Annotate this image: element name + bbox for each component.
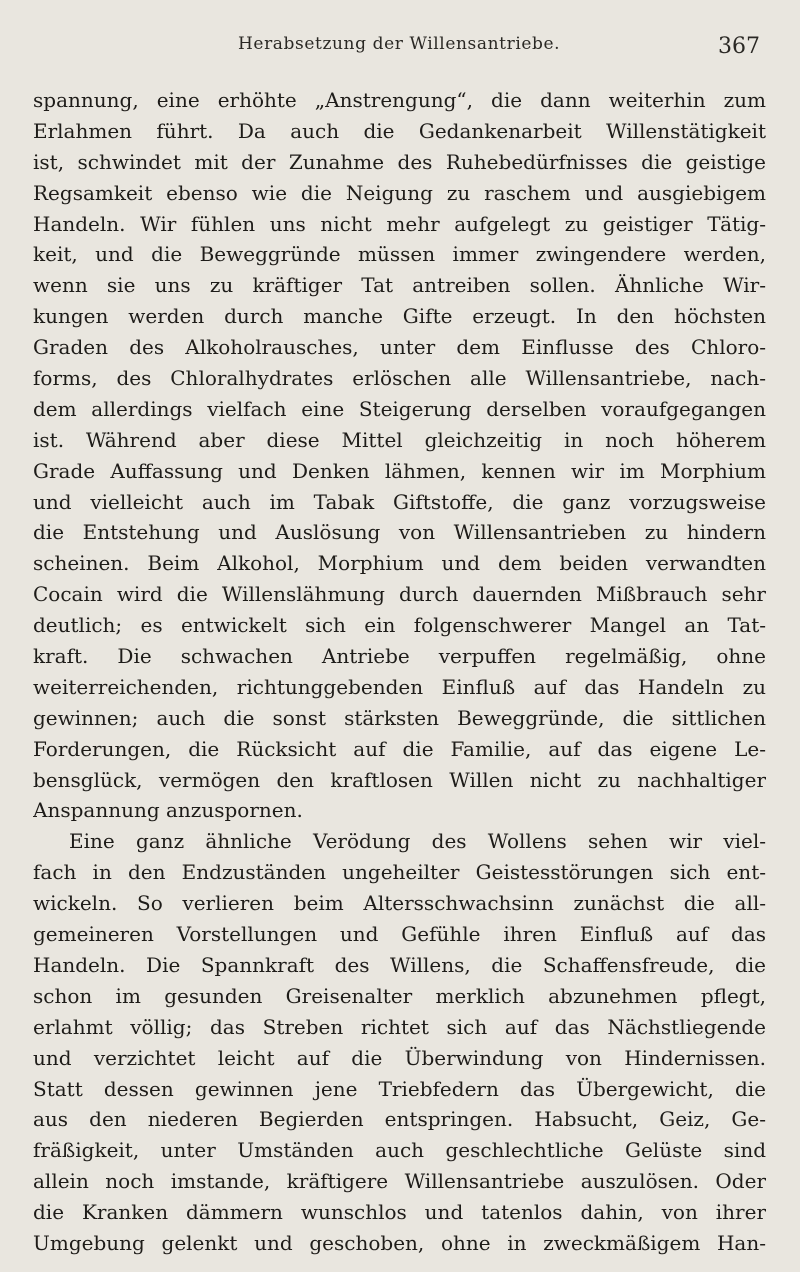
text-line: Eine ganz ähnliche Verödung des Wollens sehen wir viel- — [69, 829, 766, 854]
paragraph — [33, 85, 766, 826]
text-line: die Entstehung und Auslösung von Willensantrieben zu hindern — [33, 520, 766, 545]
page-number: 367 — [718, 34, 760, 59]
text-line: bensglück, vermögen den kraftlosen Willen nicht zu nachhaltiger — [33, 767, 766, 792]
text-line: Handeln. Wir fühlen uns nicht mehr aufgelegt zu geistiger Tätig- — [33, 211, 766, 236]
text-line: forms, des Chloralhydrates erlöschen alle Willensantriebe, nach- — [33, 366, 766, 391]
body-text — [33, 85, 766, 1259]
text-line: allein noch imstande, kräftigere Willensantriebe auszulösen. Oder — [33, 1169, 766, 1194]
text-line: gewinnen; auch die sonst stärksten Beweggründe, die sittlichen — [33, 705, 766, 730]
text-line: Anspannung anzuspornen. — [33, 798, 303, 823]
text-line: fräßigkeit, unter Umständen auch geschlechtliche Gelüste sind — [33, 1138, 766, 1163]
running-title: Herabsetzung der Willensantriebe. — [238, 34, 561, 54]
text-line: kraft. Die schwachen Antriebe verpuffen regelmäßig, ohne — [33, 644, 766, 669]
text-line: keit, und die Beweggründe müssen immer zwingendere werden, — [33, 242, 766, 267]
text-line: ist, schwindet mit der Zunahme des Ruhebedürfnisses die geistige — [33, 149, 766, 174]
text-line: scheinen. Beim Alkohol, Morphium und dem beiden verwandten — [33, 551, 766, 576]
text-line: Graden des Alkoholrausches, unter dem Einflusse des Chloro- — [33, 335, 766, 360]
text-line: fach in den Endzuständen ungeheilter Geistesstörungen sich ent- — [33, 860, 766, 885]
text-line: kungen werden durch manche Gifte erzeugt. In den höchsten — [33, 304, 766, 329]
text-line: schon im gesunden Greisenalter merklich abzunehmen pflegt, — [33, 983, 766, 1008]
text-line: Cocain wird die Willenslähmung durch dauernden Mißbrauch sehr — [33, 582, 766, 607]
text-line: wickeln. So verlieren beim Altersschwachsinn zunächst die all- — [33, 891, 766, 916]
text-line: Statt dessen gewinnen jene Triebfedern das Übergewicht, die — [33, 1076, 766, 1101]
text-line: Regsamkeit ebenso wie die Neigung zu raschem und ausgiebigem — [33, 180, 766, 205]
text-line: dem allerdings vielfach eine Steigerung derselben voraufgegangen — [33, 396, 766, 421]
text-line: Handeln. Die Spannkraft des Willens, die Schaffensfreude, die — [33, 952, 766, 977]
text-line: Erlahmen führt. Da auch die Gedankenarbeit Willenstätigkeit — [33, 118, 766, 143]
text-line: und vielleicht auch im Tabak Giftstoffe, die ganz vorzugsweise — [33, 489, 766, 514]
paragraph — [33, 826, 766, 1258]
text-line: erlahmt völlig; das Streben richtet sich auf das Nächstliegende — [33, 1014, 766, 1039]
text-line: die Kranken dämmern wunschlos und tatenlos dahin, von ihrer — [33, 1200, 766, 1225]
running-head — [0, 34, 800, 62]
text-line: Forderungen, die Rücksicht auf die Familie, auf das eigene Le- — [33, 736, 766, 761]
text-line: Umgebung gelenkt und geschoben, ohne in zweckmäßigem Han- — [33, 1230, 766, 1255]
text-line: deutlich; es entwickelt sich ein folgenschwerer Mangel an Tat- — [33, 613, 766, 638]
text-line: Grade Auffassung und Denken lähmen, kennen wir im Morphium — [33, 458, 766, 483]
text-line: wenn sie uns zu kräftiger Tat antreiben sollen. Ähnliche Wir- — [33, 273, 766, 298]
text-line: aus den niederen Begierden entspringen. Habsucht, Geiz, Ge- — [33, 1107, 766, 1132]
text-line: ist. Während aber diese Mittel gleichzeitig in noch höherem — [33, 427, 766, 452]
text-line: spannung, eine erhöhte „Anstrengung“, die dann weiterhin zum — [33, 88, 766, 112]
text-line: weiterreichenden, richtunggebenden Einfluß auf das Handeln zu — [33, 674, 766, 699]
text-line: gemeineren Vorstellungen und Gefühle ihren Einfluß auf das — [33, 922, 766, 947]
text-line: und verzichtet leicht auf die Überwindung von Hindernissen. — [33, 1045, 766, 1070]
